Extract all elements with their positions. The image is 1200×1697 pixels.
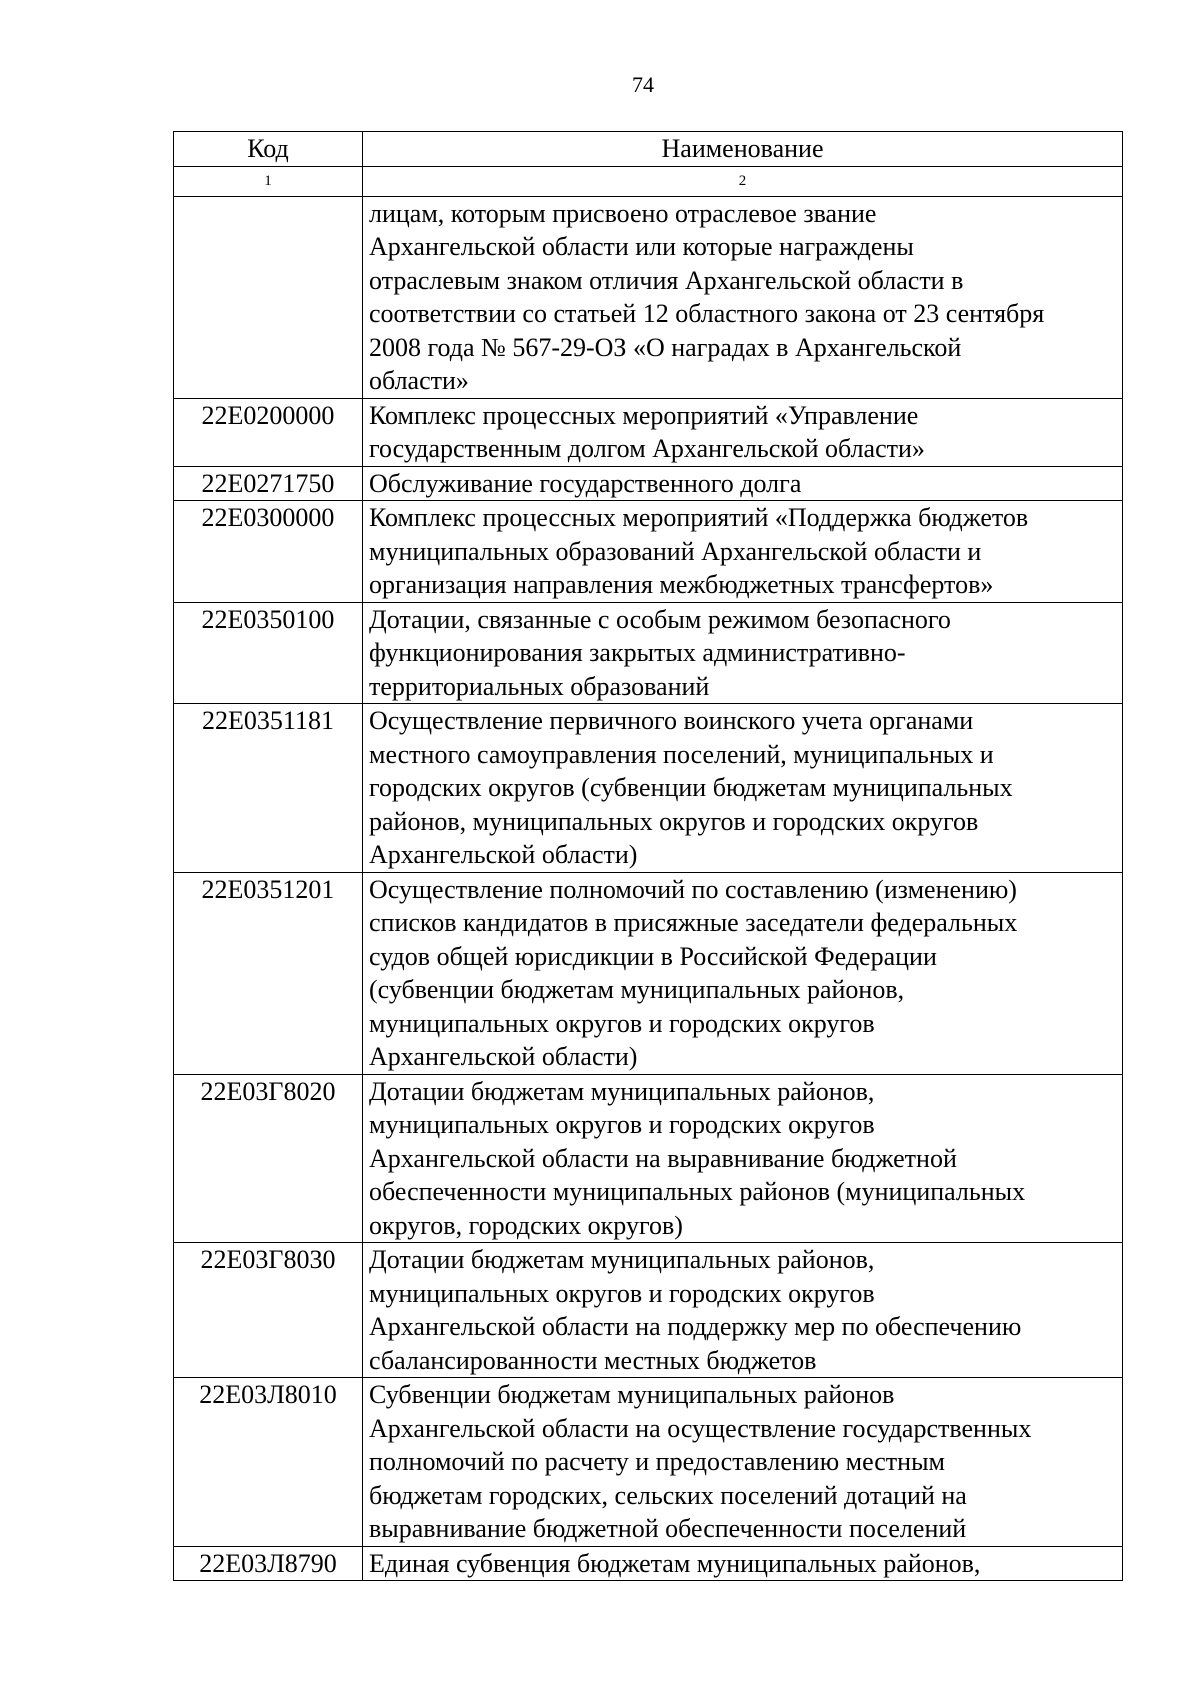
header-name: Наименование: [363, 132, 1123, 167]
page-number: 74: [632, 72, 654, 97]
table-row: [174, 1546, 1123, 1581]
row-code: 22Е0351201: [174, 872, 363, 1074]
row-name: Дотации, связанные с особым режимом безопасного функционирования закрытых административно- территориальных образований: [363, 602, 1123, 704]
row-code: 22Е0351181: [174, 704, 363, 873]
table-row: [174, 872, 1123, 1074]
row-name: Субвенции бюджетам муниципальных районов Архангельской области на осуществление государственных полномочий по расчету и предоставлению местным бюджетам городских, сельских поселений дотаций на выравнивание бюджетной обеспеченности поселений: [363, 1378, 1123, 1547]
row-name: Комплекс процессных мероприятий «Управление государственным долгом Архангельской области»: [363, 398, 1123, 466]
row-name: лицам, которым присвоено отраслевое звание Архангельской области или которые награждены отраслевым знаком отличия Архангельской области в соответствии со статьей 12 областного закона от 23 сентября 2008 года № 567-29-ОЗ «О наградах в Архангельской области»: [363, 196, 1123, 398]
row-code: 22Е03Л8010: [174, 1378, 363, 1547]
column-number-2: 2: [363, 166, 1123, 196]
row-name: Дотации бюджетам муниципальных районов, муниципальных округов и городских округов Архангельской области на поддержку мер по обеспечению сбалансированности местных бюджетов: [363, 1243, 1123, 1378]
table-row: [174, 1378, 1123, 1547]
row-code: 22Е0200000: [174, 398, 363, 466]
row-code: [174, 196, 363, 398]
table-row: [174, 1074, 1123, 1243]
table-body: [174, 196, 1123, 1581]
table-row: [174, 704, 1123, 873]
row-code: 22Е03Г8030: [174, 1243, 363, 1378]
row-code: 22Е0350100: [174, 602, 363, 704]
row-name: Дотации бюджетам муниципальных районов, муниципальных округов и городских округов Архангельской области на выравнивание бюджетной обеспеченности муниципальных районов (муниципальных округов, городских округов): [363, 1074, 1123, 1243]
row-name: Комплекс процессных мероприятий «Поддержка бюджетов муниципальных образований Архангельской области и организация направления межбюджетных трансфертов»: [363, 501, 1123, 603]
column-number-1: 1: [174, 166, 363, 196]
table-row: [174, 196, 1123, 398]
table-row: [174, 398, 1123, 466]
row-name: Осуществление первичного воинского учета органами местного самоуправления поселений, муниципальных и городских округов (субвенции бюджетам муниципальных районов, муниципальных округов и городских округов Архангельской области): [363, 704, 1123, 873]
row-code: 22Е03Л8790: [174, 1546, 363, 1581]
row-code: 22Е0300000: [174, 501, 363, 603]
column-number-row: [174, 166, 1123, 196]
table-row: [174, 466, 1123, 501]
header-code: Код: [174, 132, 363, 167]
table-header: [174, 132, 1123, 197]
table-row: [174, 501, 1123, 603]
row-code: 22Е0271750: [174, 466, 363, 501]
codes-table: [173, 131, 1123, 1581]
table-row: [174, 602, 1123, 704]
table-row: [174, 1243, 1123, 1378]
row-name: Единая субвенция бюджетам муниципальных районов,: [363, 1546, 1123, 1581]
row-name: Обслуживание государственного долга: [363, 466, 1123, 501]
row-name: Осуществление полномочий по составлению (изменению) списков кандидатов в присяжные заседатели федеральных судов общей юрисдикции в Российской Федерации (субвенции бюджетам муниципальных районов, муниципальных округов и городских округов Архангельской области): [363, 872, 1123, 1074]
header-row: [174, 132, 1123, 167]
row-code: 22Е03Г8020: [174, 1074, 363, 1243]
